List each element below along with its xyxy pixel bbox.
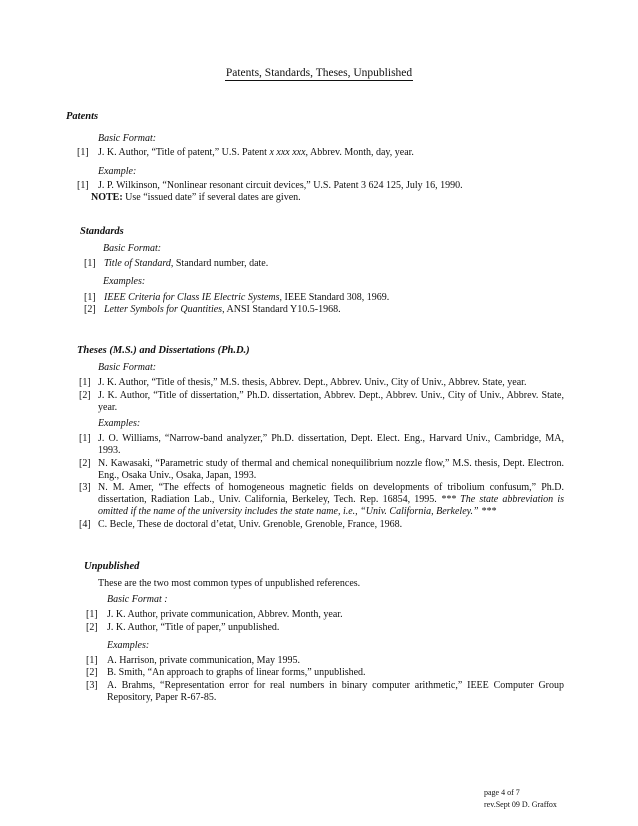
unpublished-heading: Unpublished [84,561,140,572]
patents-note: NOTE: Use “issued date” if several dates are given. [91,192,301,203]
unpublished-example-1-number: [1] [86,655,98,666]
theses-basic-1-text: J. K. Author, “Title of thesis,” M.S. thesis, Abbrev. Dept., Abbrev. Univ., City of Univ., Abbrev. State, year. [98,377,527,388]
unpublished-example-2-number: [2] [86,667,98,678]
footer-page-number: page 4 of 7 [484,788,520,797]
standards-examples-label: Examples: [103,276,146,287]
theses-example-1-text: J. O. Williams, “Narrow-band analyzer,” Ph.D. dissertation, Dept. Elect. Eng., Harvard Univ., Cambridge, MA, 1993. [98,433,564,456]
theses-example-4-text: C. Becle, These de doctoral d’etat, Univ. Grenoble, Grenoble, France, 1968. [98,519,403,530]
unpublished-examples-label: Examples: [107,640,150,651]
theses-basic-2-number: [2] [79,390,91,401]
patents-example-text: J. P. Wilkinson, “Nonlinear resonant circuit devices,” U.S. Patent 3 624 125, July 16, 1990. [98,180,463,191]
unpublished-basic-2-number: [2] [86,622,98,633]
unpublished-example-3-text: A. Brahms, “Representation error for real numbers in binary computer arithmetic,” IEEE Computer Group Repository, Paper R-67-85. [107,680,564,703]
unpublished-basic-1-text: J. K. Author, private communication, Abbrev. Month, year. [107,609,343,620]
standards-example-2-number: [2] [84,304,96,315]
unpublished-basic-2-text: J. K. Author, “Title of paper,” unpublished. [107,622,280,633]
theses-basic-1-number: [1] [79,377,91,388]
standards-heading: Standards [80,226,124,237]
page-title: Patents, Standards, Theses, Unpublished [225,67,413,79]
theses-basic-2-text: J. K. Author, “Title of dissertation,” Ph.D. dissertation, Abbrev. Dept., Abbrev. Univ., City of Univ., Abbrev. State, year. [98,390,564,413]
unpublished-basic-format-label: Basic Format : [107,594,168,605]
theses-example-3-text: N. M. Amer, “The effects of homogeneous magnetic fields on developments of tribolium confusum,” Ph.D. dissertation, Radiation Lab., Univ. California, Berkeley, Tech. Rep. 16854, 1995. *** The state abbreviation is omitted if the name of the university includes the state name, i.e., “Univ. California, Berkeley.” *** [98,482,564,517]
unpublished-example-2-text: B. Smith, “An approach to graphs of linear forms,” unpublished. [107,667,366,678]
standards-example-1-text: IEEE Criteria for Class IE Electric Systems, IEEE Standard 308, 1969. [104,292,390,303]
theses-basic-format-label: Basic Format: [98,362,157,373]
footer-revision: rev.Sept 09 D. Graffox [484,800,557,809]
theses-example-2-number: [2] [79,458,91,469]
standards-example-2-text: Letter Symbols for Quantities, ANSI Standard Y10.5-1968. [104,304,341,315]
standards-example-1-number: [1] [84,292,96,303]
patents-example-label: Example: [98,166,137,177]
unpublished-example-1-text: A. Harrison, private communication, May 1995. [107,655,301,666]
standards-basic-number: [1] [84,258,96,269]
patents-basic-number: [1] [77,147,89,158]
standards-basic-format-label: Basic Format: [103,243,162,254]
patents-heading: Patents [66,111,99,122]
theses-example-4-number: [4] [79,519,91,530]
patents-basic-format-label: Basic Format: [98,133,157,144]
theses-heading: Theses (M.S.) and Dissertations (Ph.D.) [77,345,250,356]
patents-example-number: [1] [77,180,89,191]
patents-basic-format-text: J. K. Author, “Title of patent,” U.S. Patent x xxx xxx, Abbrev. Month, day, year. [98,147,414,158]
unpublished-example-3-number: [3] [86,680,98,691]
theses-example-1-number: [1] [79,433,91,444]
theses-example-2-text: N. Kawasaki, “Parametric study of thermal and chemical nonequilibrium nozzle flow,” M.S. thesis, Dept. Electron. Eng., Osaka Univ., Osaka, Japan, 1993. [98,458,564,481]
standards-basic-format-text: Title of Standard, Standard number, date. [104,258,269,269]
unpublished-intro: These are the two most common types of unpublished references. [98,578,361,589]
unpublished-basic-1-number: [1] [86,609,98,620]
theses-examples-label: Examples: [98,418,141,429]
theses-example-3-number: [3] [79,482,91,493]
